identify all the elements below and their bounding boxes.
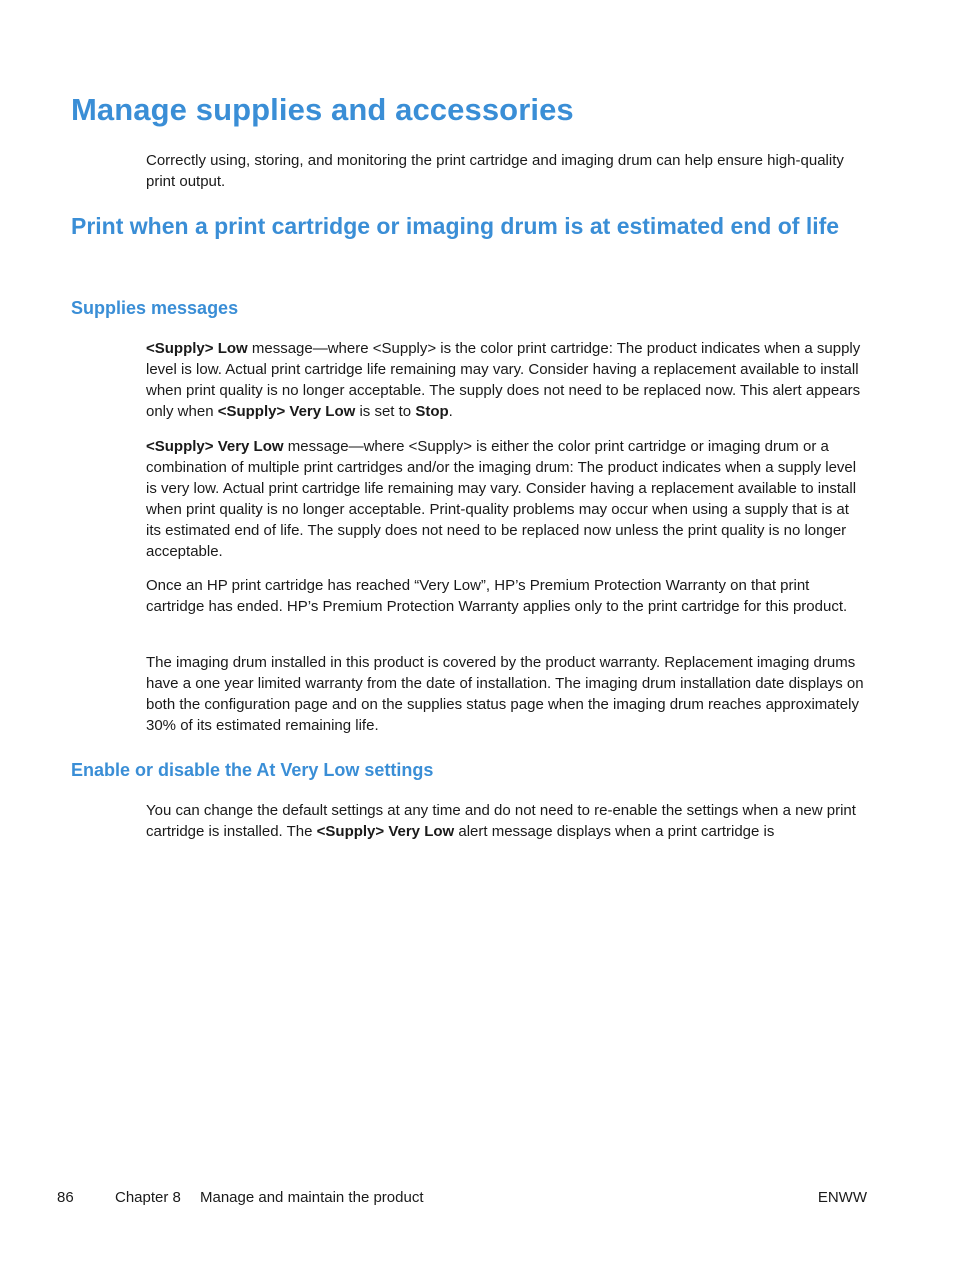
bold-term: <Supply> Very Low [217,403,356,420]
bold-term: <Supply> Low [146,340,248,357]
footer-chapter: Chapter 8 [115,1189,181,1206]
paragraph-text: You can change the default settings at any time and do not need to re-enable the settings when a new print cartridge is installed. The [146,802,856,840]
bold-term: <Supply> Very Low [146,438,284,455]
paragraph-text: alert message displays when a print cartridge is [454,823,775,840]
subheading-very-low-settings: Enable or disable the At Very Low settings [71,760,434,780]
paragraph-text: . [448,403,453,420]
section-heading-end-of-life: Print when a print cartridge or imaging drum is at estimated end of life [71,213,840,239]
bold-term: Stop [415,403,449,420]
footer-locale: ENWW [817,1189,867,1206]
paragraph-warranty: Once an HP print cartridge has reached “Very Low”, HP’s Premium Protection Warranty on that print cartridge has ended. HP’s Premium Protection Warranty applies only to the print cartridge for this product. [146,577,848,615]
paragraph-text: message—where <Supply> is the color print cartridge: The product indicates when a supply level is low. Actual print cartridge life remaining may vary. Consider having a replacement available to install when print quality is no longer acceptable. The supply does not need to be replaced now. This alert appears only when [146,340,861,420]
paragraph-supply-very-low [146,436,868,562]
paragraph-imaging-drum: The imaging drum installed in this product is covered by the product warranty. Replacement imaging drums have a one year limited warranty from the date of installation. The imaging drum installation date displays on both the configuration page and on the supplies status page when the imaging drum reaches approximately 30% of its estimated remaining life. [146,654,864,734]
subheading-supplies-messages: Supplies messages [71,298,239,318]
paragraph-text: is set to [355,403,416,420]
paragraph-supply-low [146,338,868,422]
page-title: Manage supplies and accessories [71,92,574,127]
intro-paragraph: Correctly using, storing, and monitoring the print cartridge and imaging drum can help ensure high-quality print output. [146,152,844,190]
paragraph-text: message—where <Supply> is either the color print cartridge or imaging drum or a combination of multiple print cartridges and/or the imaging drum: The product indicates when a supply level is very low. Actual print cartridge life remaining may vary. Consider having a replacement available to install when print quality is no longer acceptable. Print-quality problems may occur when using a supply that is at its estimated end of life. The supply does not need to be replaced now unless the print quality is no longer acceptable. [146,438,857,560]
footer-page-number: 86 [57,1189,74,1206]
bold-term: <Supply> Very Low [316,823,455,840]
footer-chapter-title: Manage and maintain the product [200,1189,424,1206]
paragraph-default-settings [146,800,868,842]
